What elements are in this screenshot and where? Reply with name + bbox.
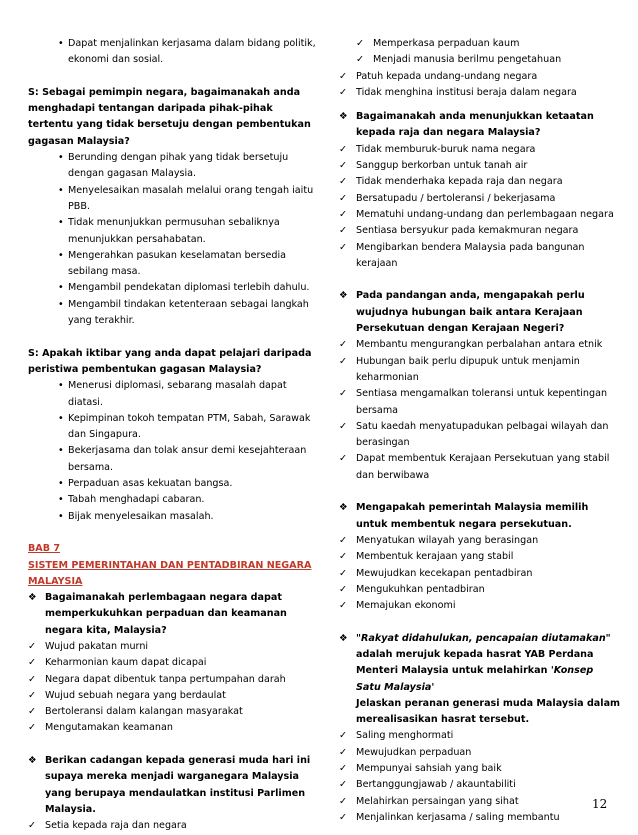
list-item: ✓ Setia kepada raja dan negara [28,818,316,834]
list-item: • Menyelesaikan masalah melalui orang tengah iaitu PBB. [28,183,316,216]
list-item: ✓ Sentiasa bersyukur pada kemakmuran negara [339,223,621,239]
list-item: ✓ Satu kaedah menyatupadukan pelbagai wilayah dan berasingan [339,419,621,452]
list-item: ✓ Tidak menghina institusi beraja dalam negara [339,85,621,101]
question-7: ❖ Mengapakah pemerintah Malaysia memilih untuk membentuk negara persekutuan. [339,500,621,533]
list-item: ✓ Membantu mengurangkan perbalahan antara etnik [339,337,621,353]
chapter-title: SISTEM PEMERINTAHAN DAN PENTADBIRAN NEGARA MALAYSIA [28,559,312,587]
list-item: ✓ Melahirkan persaingan yang sihat [339,794,621,810]
question-8-tail: Jelaskan peranan generasi muda Malaysia dalam merealisasikan hasrat tersebut. [356,697,621,726]
list-item: ✓ Memperkasa perpaduan kaum [339,36,621,52]
list-item: ✓ Tidak memburuk-buruk nama negara [339,142,621,158]
question-6: ❖ Pada pandangan anda, mengapakah perlu wujudnya hubungan baik antara Kerajaan Persekutuan dengan Kerajaan Negeri? [339,288,621,337]
list-item: • Tabah menghadapi cabaran. [28,492,316,508]
list-item: ✓ Bertanggungjawab / akauntabiliti [339,777,621,793]
list-item: ✓ Negara dapat dibentuk tanpa pertumpahan darah [28,672,316,688]
list-item: ✓ Memajukan ekonomi [339,598,621,614]
list-item: ✓ Membentuk kerajaan yang stabil [339,549,621,565]
list-item: ✓ Menjadi manusia berilmu pengetahuan [339,52,621,68]
page-number: 12 [592,797,608,811]
list-item: ✓ Mewujudkan perpaduan [339,745,621,761]
list-item: ✓ Sanggup berkorban untuk tanah air [339,158,621,174]
list-item: ✓ Mengutamakan keamanan [28,720,316,736]
list-item: • Menerusi diplomasi, sebarang masalah dapat diatasi. [28,378,316,411]
question-2: S: Apakah iktibar yang anda dapat pelajari daripada peristiwa pembentukan gagasan Malaysia? [28,347,312,375]
list-item: • Perpaduan asas kekuatan bangsa. [28,476,316,492]
list-item: ✓ Mengukuhkan pentadbiran [339,582,621,598]
list-item: • Kepimpinan tokoh tempatan PTM, Sabah, Sarawak dan Singapura. [28,411,316,444]
list-item: • Bekerjasama dan tolak ansur demi kesejahteraan bersama. [28,443,316,476]
list-item: • Berunding dengan pihak yang tidak bersetuju dengan gagasan Malaysia. [28,150,316,183]
konsep-label: 'Konsep Satu Malaysia' [356,665,594,693]
list-item: ✓ Mempunyai sahsiah yang baik [339,761,621,777]
question-8-text: adalah merujuk kepada hasrat YAB Perdana Menteri Malaysia untuk melahirkan [356,648,594,677]
list-item: • Tidak menunjukkan permusuhan sebaliknya menunjukkan persahabatan. [28,215,316,248]
question-3: ❖ Bagaimanakah perlembagaan negara dapat memperkukuhkan perpaduan dan keamanan negara kita, Malaysia? [28,590,316,639]
question-5: ❖ Bagaimanakah anda menunjukkan ketaatan kepada raja dan negara Malaysia? [339,109,621,142]
left-column [28,36,316,835]
list-item: ✓ Hubungan baik perlu dipupuk untuk menjamin keharmonian [339,354,621,387]
list-item: • Dapat menjalinkan kerjasama dalam bidang politik, ekonomi dan sosial. [28,36,316,69]
list-item: ✓ Dapat membentuk Kerajaan Persekutuan yang stabil dan berwibawa [339,451,621,484]
list-item: • Mengerahkan pasukan keselamatan bersedia sebilang masa. [28,248,316,281]
question-4: ❖ Berikan cadangan kepada generasi muda hari ini supaya mereka menjadi warganegara Malaysia yang berupaya mendaulatkan institusi Parlimen Malaysia. [28,753,316,818]
list-item: ✓ Bertoleransi dalam kalangan masyarakat [28,704,316,720]
list-item: ✓ Wujud pakatan murni [28,639,316,655]
right-column [339,36,621,826]
list-item: ✓ Mengibarkan bendera Malaysia pada bangunan kerajaan [339,240,621,273]
list-item: ✓ Mewujudkan kecekapan pentadbiran [339,566,621,582]
slogan-quote: "Rakyat didahulukan, pencapaian diutamakan" [356,632,611,644]
question-8 [339,631,621,729]
list-item: ✓ Keharmonian kaum dapat dicapai [28,655,316,671]
question-1: S: Sebagai pemimpin negara, bagaimanakah anda menghadapi tentangan daripada pihak-pihak tertentu yang tidak bersetuju dengan pembentukan gagasan Malaysia? [28,86,311,147]
list-item: ✓ Saling menghormati [339,728,621,744]
list-item: ✓ Menjalinkan kerjasama / saling membantu [339,810,621,826]
list-item: • Mengambil pendekatan diplomasi terlebih dahulu. [28,280,316,296]
list-item: ✓ Mematuhi undang-undang dan perlembagaan negara [339,207,621,223]
list-item: • Bijak menyelesaikan masalah. [28,509,316,525]
list-item: ✓ Bersatupadu / bertoleransi / bekerjasama [339,191,621,207]
list-item: ✓ Tidak menderhaka kepada raja dan negara [339,174,621,190]
chapter-label: BAB 7 [28,543,61,555]
list-item: ✓ Menyatukan wilayah yang berasingan [339,533,621,549]
list-item: ✓ Patuh kepada undang-undang negara [339,69,621,85]
list-item: ✓ Wujud sebuah negara yang berdaulat [28,688,316,704]
list-item: • Mengambil tindakan ketenteraan sebagai langkah yang terakhir. [28,297,316,330]
list-item: ✓ Sentiasa mengamalkan toleransi untuk kepentingan bersama [339,386,621,419]
